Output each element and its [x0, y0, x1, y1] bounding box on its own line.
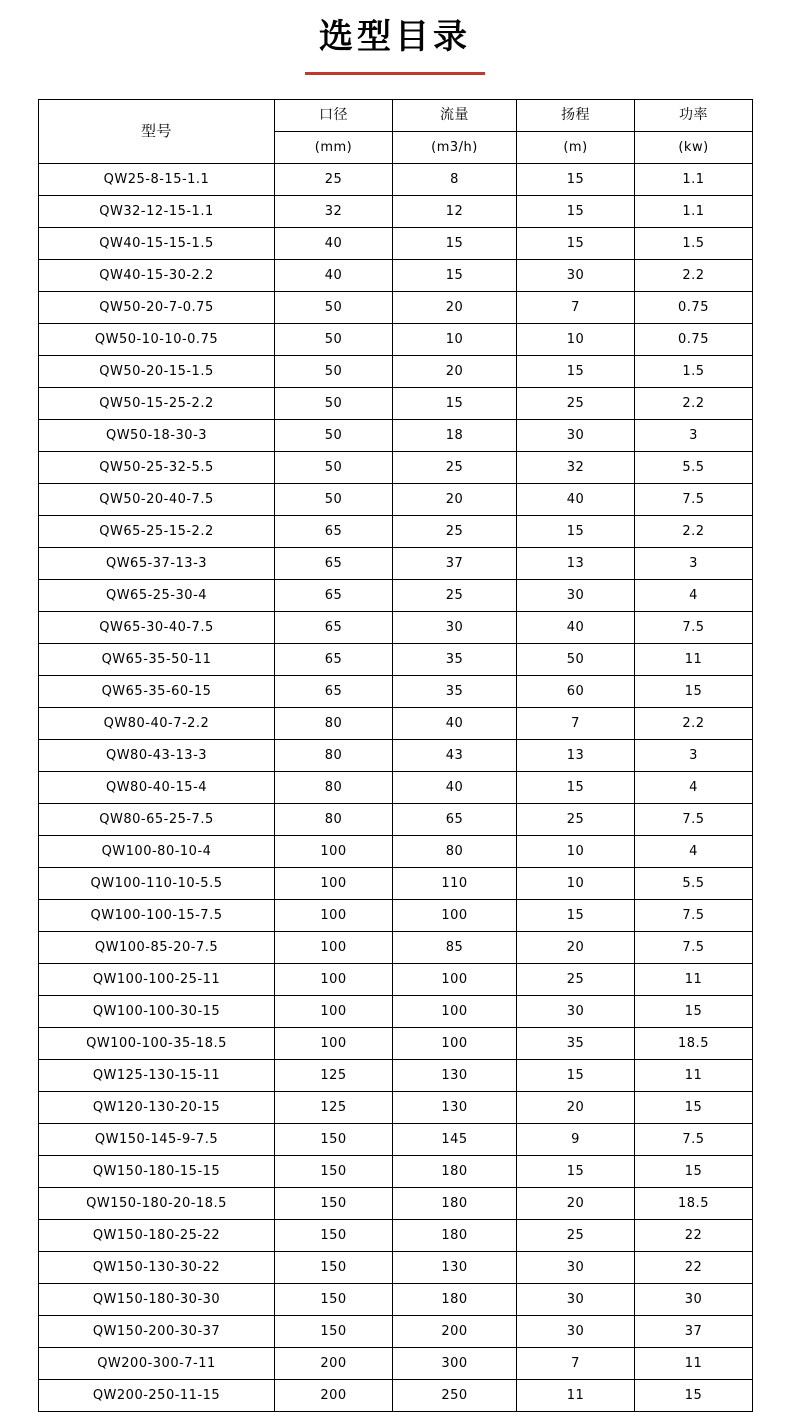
cell-flow: 100 — [393, 996, 517, 1028]
cell-power: 7.5 — [635, 804, 753, 836]
cell-power: 4 — [635, 580, 753, 612]
table-row — [39, 1380, 753, 1412]
cell-diameter: 125 — [275, 1092, 393, 1124]
table-row — [39, 1348, 753, 1380]
cell-flow: 250 — [393, 1380, 517, 1412]
cell-model: QW50-20-40-7.5 — [39, 484, 275, 516]
cell-power: 18.5 — [635, 1028, 753, 1060]
table-row — [39, 1124, 753, 1156]
cell-flow: 145 — [393, 1124, 517, 1156]
cell-head: 40 — [517, 484, 635, 516]
cell-diameter: 50 — [275, 356, 393, 388]
cell-power: 30 — [635, 1284, 753, 1316]
column-unit-diameter: (mm) — [275, 132, 393, 164]
cell-head: 15 — [517, 900, 635, 932]
cell-power: 37 — [635, 1316, 753, 1348]
cell-flow: 85 — [393, 932, 517, 964]
cell-diameter: 25 — [275, 164, 393, 196]
cell-diameter: 50 — [275, 484, 393, 516]
cell-model: QW50-20-7-0.75 — [39, 292, 275, 324]
cell-head: 50 — [517, 644, 635, 676]
cell-power: 15 — [635, 996, 753, 1028]
cell-flow: 12 — [393, 196, 517, 228]
cell-power: 3 — [635, 740, 753, 772]
cell-diameter: 200 — [275, 1348, 393, 1380]
column-header-diameter: 口径 — [275, 100, 393, 132]
table-container — [0, 75, 790, 1412]
table-row — [39, 388, 753, 420]
table-row — [39, 772, 753, 804]
column-unit-power: (kw) — [635, 132, 753, 164]
cell-head: 10 — [517, 324, 635, 356]
cell-flow: 15 — [393, 260, 517, 292]
cell-power: 1.1 — [635, 196, 753, 228]
cell-diameter: 50 — [275, 324, 393, 356]
table-row — [39, 1156, 753, 1188]
table-row — [39, 164, 753, 196]
cell-model: QW50-18-30-3 — [39, 420, 275, 452]
cell-head: 40 — [517, 612, 635, 644]
cell-diameter: 65 — [275, 612, 393, 644]
cell-flow: 37 — [393, 548, 517, 580]
cell-head: 15 — [517, 356, 635, 388]
cell-flow: 10 — [393, 324, 517, 356]
cell-diameter: 50 — [275, 420, 393, 452]
cell-power: 3 — [635, 420, 753, 452]
cell-flow: 35 — [393, 644, 517, 676]
cell-flow: 43 — [393, 740, 517, 772]
cell-head: 15 — [517, 196, 635, 228]
table-row — [39, 484, 753, 516]
cell-diameter: 100 — [275, 1028, 393, 1060]
cell-power: 2.2 — [635, 260, 753, 292]
column-unit-flow: (m3/h) — [393, 132, 517, 164]
cell-power: 2.2 — [635, 708, 753, 740]
cell-power: 2.2 — [635, 516, 753, 548]
cell-diameter: 100 — [275, 932, 393, 964]
cell-model: QW200-250-11-15 — [39, 1380, 275, 1412]
specification-table — [38, 99, 753, 1412]
cell-head: 30 — [517, 996, 635, 1028]
table-row — [39, 420, 753, 452]
cell-head: 15 — [517, 772, 635, 804]
cell-model: QW80-65-25-7.5 — [39, 804, 275, 836]
cell-diameter: 50 — [275, 388, 393, 420]
cell-model: QW65-30-40-7.5 — [39, 612, 275, 644]
cell-head: 30 — [517, 1252, 635, 1284]
table-row — [39, 324, 753, 356]
cell-diameter: 100 — [275, 836, 393, 868]
cell-head: 35 — [517, 1028, 635, 1060]
title-block — [0, 0, 790, 75]
cell-diameter: 150 — [275, 1188, 393, 1220]
column-header-head: 扬程 — [517, 100, 635, 132]
column-header-flow: 流量 — [393, 100, 517, 132]
cell-diameter: 40 — [275, 228, 393, 260]
cell-model: QW65-35-50-11 — [39, 644, 275, 676]
cell-flow: 130 — [393, 1092, 517, 1124]
table-row — [39, 804, 753, 836]
cell-flow: 65 — [393, 804, 517, 836]
cell-model: QW120-130-20-15 — [39, 1092, 275, 1124]
cell-flow: 100 — [393, 900, 517, 932]
cell-head: 25 — [517, 964, 635, 996]
table-row — [39, 1188, 753, 1220]
cell-flow: 18 — [393, 420, 517, 452]
cell-head: 15 — [517, 228, 635, 260]
cell-power: 3 — [635, 548, 753, 580]
cell-head: 10 — [517, 868, 635, 900]
cell-model: QW80-40-7-2.2 — [39, 708, 275, 740]
cell-flow: 25 — [393, 580, 517, 612]
page-title: 选型目录 — [319, 17, 471, 57]
cell-power: 0.75 — [635, 292, 753, 324]
cell-model: QW80-40-15-4 — [39, 772, 275, 804]
cell-flow: 15 — [393, 388, 517, 420]
cell-head: 30 — [517, 420, 635, 452]
table-row — [39, 1316, 753, 1348]
cell-flow: 20 — [393, 292, 517, 324]
table-row — [39, 676, 753, 708]
cell-diameter: 65 — [275, 580, 393, 612]
cell-diameter: 150 — [275, 1124, 393, 1156]
cell-model: QW100-100-35-18.5 — [39, 1028, 275, 1060]
cell-head: 20 — [517, 932, 635, 964]
cell-flow: 20 — [393, 356, 517, 388]
cell-model: QW25-8-15-1.1 — [39, 164, 275, 196]
cell-flow: 180 — [393, 1220, 517, 1252]
table-row — [39, 196, 753, 228]
cell-flow: 200 — [393, 1316, 517, 1348]
cell-power: 15 — [635, 1156, 753, 1188]
cell-flow: 130 — [393, 1252, 517, 1284]
cell-diameter: 80 — [275, 772, 393, 804]
cell-model: QW50-25-32-5.5 — [39, 452, 275, 484]
table-row — [39, 548, 753, 580]
cell-model: QW32-12-15-1.1 — [39, 196, 275, 228]
cell-model: QW100-80-10-4 — [39, 836, 275, 868]
cell-head: 25 — [517, 804, 635, 836]
cell-model: QW200-300-7-11 — [39, 1348, 275, 1380]
cell-power: 22 — [635, 1220, 753, 1252]
cell-power: 11 — [635, 1060, 753, 1092]
cell-head: 15 — [517, 516, 635, 548]
cell-flow: 20 — [393, 484, 517, 516]
cell-power: 15 — [635, 1092, 753, 1124]
cell-diameter: 65 — [275, 644, 393, 676]
cell-model: QW125-130-15-11 — [39, 1060, 275, 1092]
cell-flow: 40 — [393, 708, 517, 740]
column-header-model: 型号 — [39, 100, 275, 164]
cell-power: 7.5 — [635, 932, 753, 964]
table-row — [39, 612, 753, 644]
cell-head: 30 — [517, 260, 635, 292]
table-row — [39, 292, 753, 324]
cell-head: 60 — [517, 676, 635, 708]
cell-flow: 180 — [393, 1188, 517, 1220]
cell-flow: 180 — [393, 1156, 517, 1188]
cell-diameter: 100 — [275, 964, 393, 996]
cell-model: QW65-35-60-15 — [39, 676, 275, 708]
cell-power: 7.5 — [635, 1124, 753, 1156]
table-row — [39, 900, 753, 932]
cell-diameter: 80 — [275, 708, 393, 740]
table-header-row — [39, 100, 753, 132]
cell-flow: 8 — [393, 164, 517, 196]
cell-head: 32 — [517, 452, 635, 484]
cell-head: 20 — [517, 1092, 635, 1124]
cell-head: 15 — [517, 1156, 635, 1188]
cell-flow: 35 — [393, 676, 517, 708]
cell-power: 7.5 — [635, 900, 753, 932]
cell-diameter: 80 — [275, 740, 393, 772]
cell-flow: 80 — [393, 836, 517, 868]
table-row — [39, 1060, 753, 1092]
cell-flow: 300 — [393, 1348, 517, 1380]
cell-head: 30 — [517, 1284, 635, 1316]
cell-diameter: 125 — [275, 1060, 393, 1092]
cell-model: QW40-15-30-2.2 — [39, 260, 275, 292]
cell-power: 4 — [635, 772, 753, 804]
table-row — [39, 836, 753, 868]
cell-diameter: 40 — [275, 260, 393, 292]
cell-model: QW100-100-15-7.5 — [39, 900, 275, 932]
cell-model: QW150-180-15-15 — [39, 1156, 275, 1188]
cell-diameter: 150 — [275, 1156, 393, 1188]
cell-model: QW50-20-15-1.5 — [39, 356, 275, 388]
table-row — [39, 452, 753, 484]
cell-head: 15 — [517, 1060, 635, 1092]
cell-power: 7.5 — [635, 612, 753, 644]
column-header-power: 功率 — [635, 100, 753, 132]
cell-diameter: 100 — [275, 996, 393, 1028]
cell-model: QW150-200-30-37 — [39, 1316, 275, 1348]
cell-model: QW150-145-9-7.5 — [39, 1124, 275, 1156]
cell-diameter: 100 — [275, 868, 393, 900]
table-row — [39, 1252, 753, 1284]
table-row — [39, 644, 753, 676]
cell-head: 20 — [517, 1188, 635, 1220]
cell-power: 15 — [635, 676, 753, 708]
cell-model: QW100-100-30-15 — [39, 996, 275, 1028]
cell-head: 13 — [517, 740, 635, 772]
table-row — [39, 580, 753, 612]
cell-power: 11 — [635, 1348, 753, 1380]
cell-power: 22 — [635, 1252, 753, 1284]
cell-model: QW150-180-25-22 — [39, 1220, 275, 1252]
cell-model: QW150-130-30-22 — [39, 1252, 275, 1284]
cell-flow: 100 — [393, 1028, 517, 1060]
cell-diameter: 65 — [275, 676, 393, 708]
table-row — [39, 1092, 753, 1124]
cell-diameter: 100 — [275, 900, 393, 932]
cell-head: 25 — [517, 1220, 635, 1252]
cell-power: 4 — [635, 836, 753, 868]
cell-head: 30 — [517, 1316, 635, 1348]
cell-head: 30 — [517, 580, 635, 612]
table-row — [39, 516, 753, 548]
cell-model: QW150-180-20-18.5 — [39, 1188, 275, 1220]
table-row — [39, 932, 753, 964]
cell-model: QW150-180-30-30 — [39, 1284, 275, 1316]
cell-power: 11 — [635, 644, 753, 676]
cell-model: QW100-100-25-11 — [39, 964, 275, 996]
cell-power: 1.1 — [635, 164, 753, 196]
cell-power: 15 — [635, 1380, 753, 1412]
table-row — [39, 1028, 753, 1060]
cell-diameter: 65 — [275, 548, 393, 580]
cell-power: 7.5 — [635, 484, 753, 516]
cell-head: 13 — [517, 548, 635, 580]
cell-head: 11 — [517, 1380, 635, 1412]
table-row — [39, 260, 753, 292]
cell-diameter: 150 — [275, 1252, 393, 1284]
table-row — [39, 740, 753, 772]
cell-diameter: 32 — [275, 196, 393, 228]
cell-head: 7 — [517, 292, 635, 324]
cell-head: 25 — [517, 388, 635, 420]
table-row — [39, 996, 753, 1028]
cell-diameter: 200 — [275, 1380, 393, 1412]
cell-power: 11 — [635, 964, 753, 996]
cell-model: QW65-25-15-2.2 — [39, 516, 275, 548]
cell-diameter: 150 — [275, 1284, 393, 1316]
cell-head: 7 — [517, 1348, 635, 1380]
cell-model: QW50-15-25-2.2 — [39, 388, 275, 420]
table-row — [39, 356, 753, 388]
cell-head: 10 — [517, 836, 635, 868]
cell-flow: 25 — [393, 516, 517, 548]
cell-model: QW100-110-10-5.5 — [39, 868, 275, 900]
cell-diameter: 50 — [275, 292, 393, 324]
cell-head: 7 — [517, 708, 635, 740]
table-row — [39, 1220, 753, 1252]
cell-head: 15 — [517, 164, 635, 196]
table-row — [39, 964, 753, 996]
cell-flow: 40 — [393, 772, 517, 804]
table-row — [39, 228, 753, 260]
cell-flow: 110 — [393, 868, 517, 900]
cell-flow: 30 — [393, 612, 517, 644]
cell-power: 5.5 — [635, 868, 753, 900]
cell-model: QW100-85-20-7.5 — [39, 932, 275, 964]
cell-power: 5.5 — [635, 452, 753, 484]
cell-flow: 25 — [393, 452, 517, 484]
cell-flow: 180 — [393, 1284, 517, 1316]
cell-head: 9 — [517, 1124, 635, 1156]
cell-flow: 15 — [393, 228, 517, 260]
table-row — [39, 708, 753, 740]
table-row — [39, 868, 753, 900]
cell-power: 0.75 — [635, 324, 753, 356]
column-unit-head: (m) — [517, 132, 635, 164]
cell-diameter: 80 — [275, 804, 393, 836]
cell-flow: 100 — [393, 964, 517, 996]
cell-power: 18.5 — [635, 1188, 753, 1220]
cell-power: 1.5 — [635, 356, 753, 388]
cell-model: QW65-37-13-3 — [39, 548, 275, 580]
table-row — [39, 1284, 753, 1316]
cell-model: QW50-10-10-0.75 — [39, 324, 275, 356]
cell-diameter: 150 — [275, 1220, 393, 1252]
cell-power: 2.2 — [635, 388, 753, 420]
cell-diameter: 150 — [275, 1316, 393, 1348]
cell-model: QW65-25-30-4 — [39, 580, 275, 612]
cell-diameter: 65 — [275, 516, 393, 548]
cell-power: 1.5 — [635, 228, 753, 260]
cell-model: QW40-15-15-1.5 — [39, 228, 275, 260]
cell-diameter: 50 — [275, 452, 393, 484]
cell-flow: 130 — [393, 1060, 517, 1092]
cell-model: QW80-43-13-3 — [39, 740, 275, 772]
